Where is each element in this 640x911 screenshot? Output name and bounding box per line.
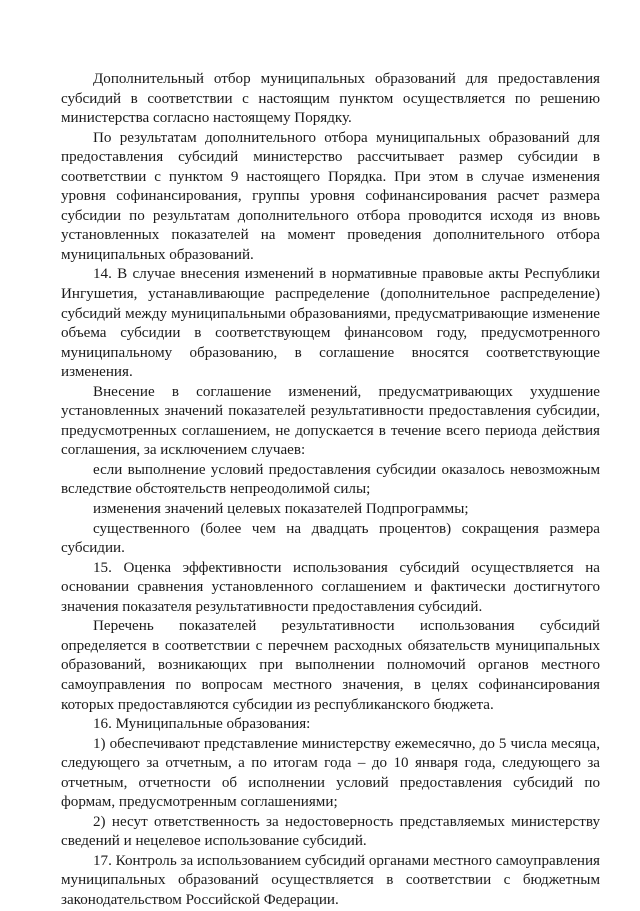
paragraph-exception-subsidy-reduction: существенного (более чем на двадцать процентов) сокращения размера субсидии. <box>61 520 600 557</box>
paragraph-additional-selection: Дополнительный отбор муниципальных образований для предоставления субсидий в соответствии с настоящим пунктом осуществляется по решению министерства согласно настоящему Порядку. <box>61 71 600 127</box>
paragraph-exception-force-majeure: если выполнение условий предоставления субсидии оказалось невозможным вследствие обстоятельств непреодолимой силы; <box>61 461 600 498</box>
paragraph-indicators-list: Перечень показателей результативности использования субсидий определяется в соответствии с перечнем расходных обязательств муниципальных образований, возникающих при выполнении полномочий органов местного самоуправления по вопросам местного значения, в целях софинансирования которых предоставляются субсидии из республиканского бюджета. <box>61 618 600 713</box>
paragraph-item-16-2: 2) несут ответственность за недостоверность представляемых министерству сведений и нецелевое использование субсидий. <box>61 813 600 850</box>
document-page <box>61 70 600 911</box>
paragraph-exception-target-indicators: изменения значений целевых показателей Подпрограммы; <box>93 501 469 518</box>
paragraph-item-16-1: 1) обеспечивают представление министерству ежемесячно, до 5 числа месяца, следующего за отчетным, а по итогам года – до 10 января года, следующего за отчетным, отчетности об исполнении условий предоставления субсидий по формам, предусмотренным соглашениями; <box>61 735 600 811</box>
paragraph-item-17: 17. Контроль за использованием субсидий органами местного самоуправления муниципальных образований осуществляется в соответствии с бюджетным законодательством Российской Федерации. <box>61 852 600 908</box>
paragraph-item-14: 14. В случае внесения изменений в нормативные правовые акты Республики Ингушетия, устанавливающие распределение (дополнительное распределение) субсидий между муниципальными образованиями, предусматривающие изменение объема субсидии в соответствующем финансовом году, предусмотренного муниципальному образованию, в соглашение вносятся соответствующие изменения. <box>61 266 600 381</box>
paragraph-agreement-changes: Внесение в соглашение изменений, предусматривающих ухудшение установленных значений показателей результативности предоставления субсидии, предусмотренных соглашением, не допускается в течение всего периода действия соглашения, за исключением случаев: <box>61 383 600 459</box>
paragraph-item-15: 15. Оценка эффективности использования субсидий осуществляется на основании сравнения установленного соглашением и фактически достигнутого значения показателя результативности предоставления субсидий. <box>61 559 600 615</box>
paragraph-item-16: 16. Муниципальные образования: <box>93 716 311 733</box>
paragraph-selection-results: По результатам дополнительного отбора муниципальных образований для предоставления субсидий министерство рассчитывает размер субсидии в соответствии с пунктом 9 настоящего Порядка. При этом в случае изменения уровня софинансирования, группы уровня софинансирования расчет размера субсидии по результатам дополнительного отбора проводится исходя из вновь установленных показателей на момент проведения дополнительного отбора муниципальных образований. <box>61 129 600 263</box>
